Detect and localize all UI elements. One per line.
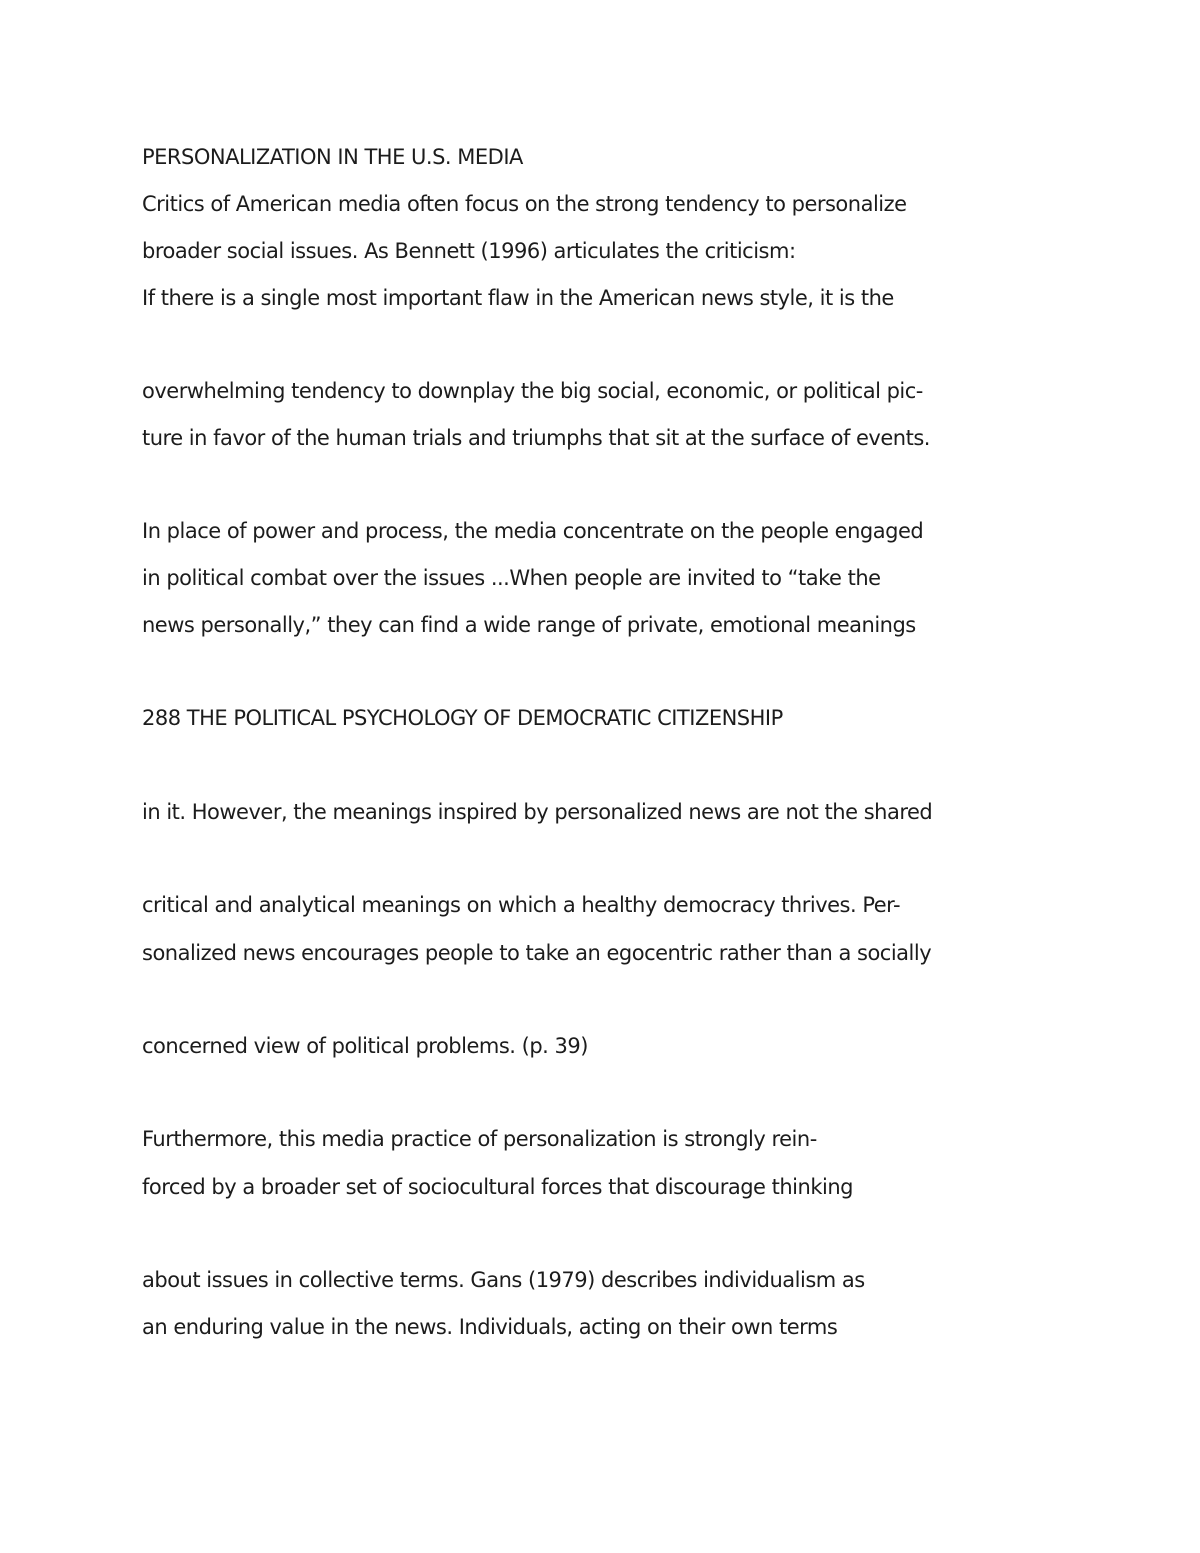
block-quote-line: news personally,” they can find a wide range of private, emotional meanings bbox=[142, 613, 916, 637]
text-line: an enduring value in the news. Individuals, acting on their own terms bbox=[142, 1315, 838, 1339]
block-quote-line: in it. However, the meanings inspired by personalized news are not the shared bbox=[142, 800, 933, 824]
block-quote-line: concerned view of political problems. (p. 39) bbox=[142, 1034, 588, 1058]
running-head: 288 THE POLITICAL PSYCHOLOGY OF DEMOCRATIC CITIZENSHIP bbox=[142, 706, 783, 730]
block-quote-line: in political combat over the issues ...When people are invited to “take the bbox=[142, 566, 881, 590]
block-quote-line: In place of power and process, the media concentrate on the people engaged bbox=[142, 519, 924, 543]
block-quote-line: sonalized news encourages people to take an egocentric rather than a socially bbox=[142, 941, 932, 965]
block-quote-line: critical and analytical meanings on which a healthy democracy thrives. Per- bbox=[142, 893, 901, 917]
block-quote-line: If there is a single most important flaw in the American news style, it is the bbox=[142, 286, 894, 310]
text-line: Furthermore, this media practice of personalization is strongly rein- bbox=[142, 1127, 817, 1151]
text-line: Critics of American media often focus on the strong tendency to personalize bbox=[142, 192, 907, 216]
section-heading: PERSONALIZATION IN THE U.S. MEDIA bbox=[142, 145, 523, 169]
block-quote-line: overwhelming tendency to downplay the big social, economic, or political pic- bbox=[142, 379, 923, 403]
text-line: about issues in collective terms. Gans (1979) describes individualism as bbox=[142, 1268, 865, 1292]
block-quote-line: ture in favor of the human trials and triumphs that sit at the surface of events. bbox=[142, 426, 930, 450]
text-line: forced by a broader set of sociocultural forces that discourage thinking bbox=[142, 1175, 853, 1199]
text-line: broader social issues. As Bennett (1996) articulates the criticism: bbox=[142, 239, 796, 263]
